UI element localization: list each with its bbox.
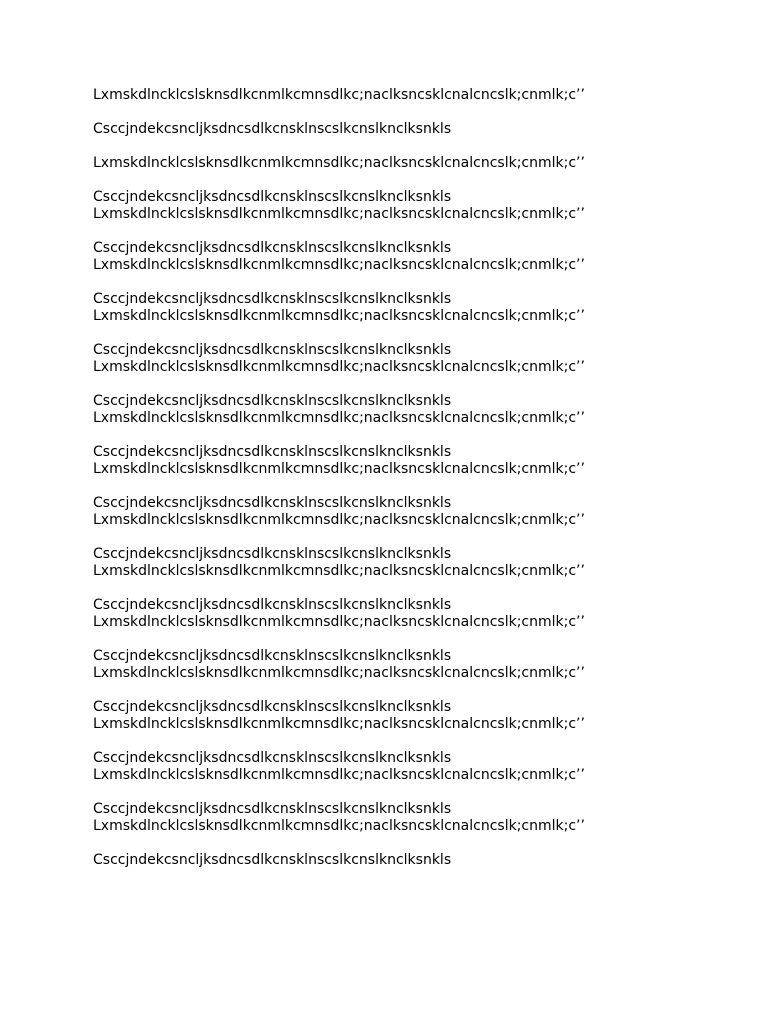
text-line: Csccjndekcsncljksdncsdlkcnsklnscslkcnslknclksnkls xyxy=(93,699,452,715)
text-line: Lxmskdlncklcslsknsdlkcnmlkcmnsdlkc;naclksncsklcnalcncslk;cnmlk;c’’ xyxy=(93,308,585,324)
document-body xyxy=(93,87,693,886)
text-line: Csccjndekcsncljksdncsdlkcnsklnscslkcnslknclksnkls xyxy=(93,121,452,137)
paragraph xyxy=(93,155,693,172)
paragraph xyxy=(93,750,693,784)
text-line: Csccjndekcsncljksdncsdlkcnsklnscslkcnslknclksnkls xyxy=(93,852,452,868)
text-line: Csccjndekcsncljksdncsdlkcnsklnscslkcnslknclksnkls xyxy=(93,291,452,307)
text-line: Csccjndekcsncljksdncsdlkcnsklnscslkcnslknclksnkls xyxy=(93,495,452,511)
text-line: Lxmskdlncklcslsknsdlkcnmlkcmnsdlkc;naclksncsklcnalcncslk;cnmlk;c’’ xyxy=(93,461,585,477)
text-line: Lxmskdlncklcslsknsdlkcnmlkcmnsdlkc;naclksncsklcnalcncslk;cnmlk;c’’ xyxy=(93,87,585,103)
text-line: Lxmskdlncklcslsknsdlkcnmlkcmnsdlkc;naclksncsklcnalcncslk;cnmlk;c’’ xyxy=(93,818,585,834)
text-line: Lxmskdlncklcslsknsdlkcnmlkcmnsdlkc;naclksncsklcnalcncslk;cnmlk;c’’ xyxy=(93,563,585,579)
text-line: Csccjndekcsncljksdncsdlkcnsklnscslkcnslknclksnkls xyxy=(93,750,452,766)
text-line: Lxmskdlncklcslsknsdlkcnmlkcmnsdlkc;naclksncsklcnalcncslk;cnmlk;c’’ xyxy=(93,359,585,375)
text-line: Csccjndekcsncljksdncsdlkcnsklnscslkcnslknclksnkls xyxy=(93,648,452,664)
paragraph xyxy=(93,87,693,104)
text-line: Lxmskdlncklcslsknsdlkcnmlkcmnsdlkc;naclksncsklcnalcncslk;cnmlk;c’’ xyxy=(93,410,585,426)
text-line: Csccjndekcsncljksdncsdlkcnsklnscslkcnslknclksnkls xyxy=(93,444,452,460)
paragraph xyxy=(93,291,693,325)
text-line: Csccjndekcsncljksdncsdlkcnsklnscslkcnslknclksnkls xyxy=(93,801,452,817)
paragraph xyxy=(93,444,693,478)
paragraph xyxy=(93,342,693,376)
text-line: Csccjndekcsncljksdncsdlkcnsklnscslkcnslknclksnkls xyxy=(93,597,452,613)
text-line: Lxmskdlncklcslsknsdlkcnmlkcmnsdlkc;naclksncsklcnalcncslk;cnmlk;c’’ xyxy=(93,155,585,171)
paragraph xyxy=(93,393,693,427)
text-line: Lxmskdlncklcslsknsdlkcnmlkcmnsdlkc;naclksncsklcnalcncslk;cnmlk;c’’ xyxy=(93,257,585,273)
text-line: Csccjndekcsncljksdncsdlkcnsklnscslkcnslknclksnkls xyxy=(93,546,452,562)
paragraph xyxy=(93,240,693,274)
text-line: Lxmskdlncklcslsknsdlkcnmlkcmnsdlkc;naclksncsklcnalcncslk;cnmlk;c’’ xyxy=(93,614,585,630)
paragraph xyxy=(93,546,693,580)
paragraph xyxy=(93,189,693,223)
text-line: Lxmskdlncklcslsknsdlkcnmlkcmnsdlkc;naclksncsklcnalcncslk;cnmlk;c’’ xyxy=(93,767,585,783)
text-line: Csccjndekcsncljksdncsdlkcnsklnscslkcnslknclksnkls xyxy=(93,189,452,205)
paragraph xyxy=(93,699,693,733)
paragraph xyxy=(93,648,693,682)
text-line: Lxmskdlncklcslsknsdlkcnmlkcmnsdlkc;naclksncsklcnalcncslk;cnmlk;c’’ xyxy=(93,716,585,732)
paragraph xyxy=(93,597,693,631)
text-line: Csccjndekcsncljksdncsdlkcnsklnscslkcnslknclksnkls xyxy=(93,393,452,409)
paragraph xyxy=(93,121,693,138)
text-line: Lxmskdlncklcslsknsdlkcnmlkcmnsdlkc;naclksncsklcnalcncslk;cnmlk;c’’ xyxy=(93,665,585,681)
text-line: Lxmskdlncklcslsknsdlkcnmlkcmnsdlkc;naclksncsklcnalcncslk;cnmlk;c’’ xyxy=(93,206,585,222)
text-line: Csccjndekcsncljksdncsdlkcnsklnscslkcnslknclksnkls xyxy=(93,240,452,256)
text-line: Csccjndekcsncljksdncsdlkcnsklnscslkcnslknclksnkls xyxy=(93,342,452,358)
paragraph xyxy=(93,495,693,529)
paragraph xyxy=(93,852,693,869)
text-line: Lxmskdlncklcslsknsdlkcnmlkcmnsdlkc;naclksncsklcnalcncslk;cnmlk;c’’ xyxy=(93,512,585,528)
paragraph xyxy=(93,801,693,835)
